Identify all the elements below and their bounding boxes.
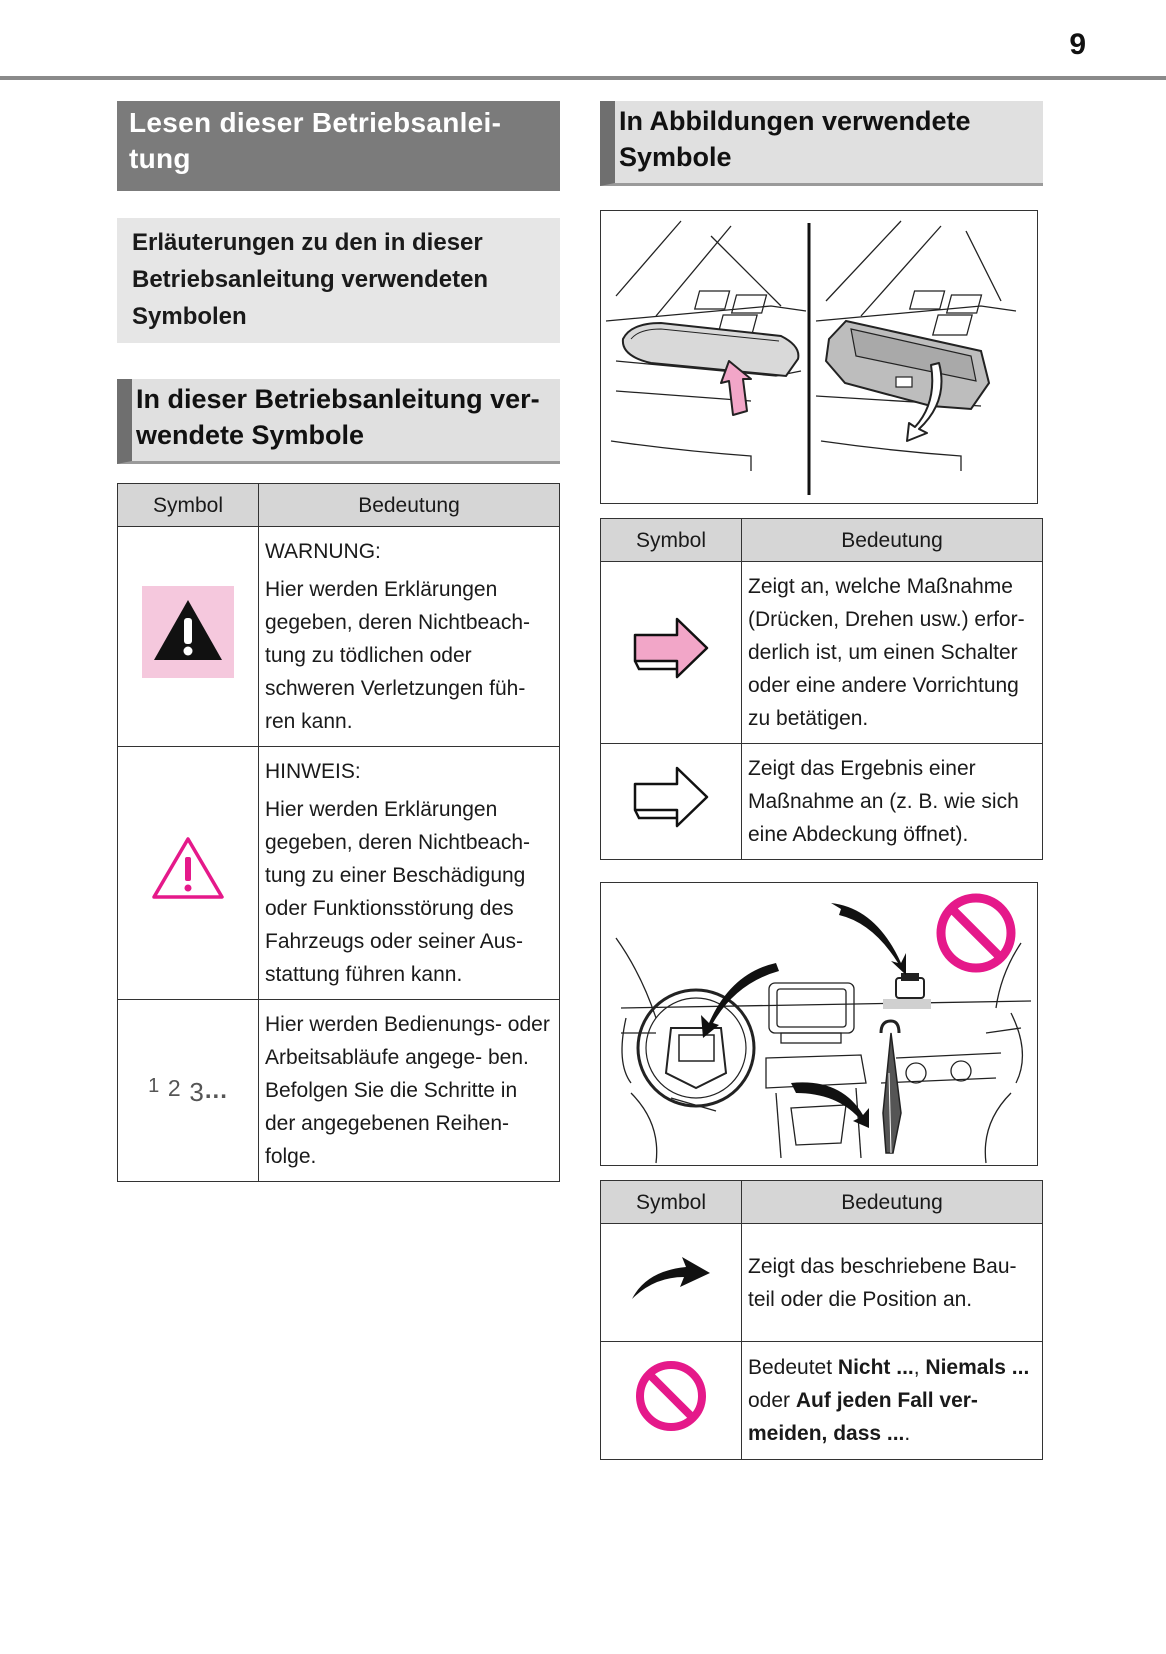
table-row	[601, 562, 1043, 744]
meaning-cell	[742, 1342, 1043, 1460]
symbol-cell	[118, 1000, 259, 1182]
curved-pointer-arrow-icon	[628, 1253, 714, 1303]
header-symbol: Symbol	[601, 519, 742, 562]
right-column	[600, 101, 1043, 1460]
step-number: 3	[189, 1076, 205, 1107]
prohibition-text	[748, 1351, 1036, 1450]
table-header-row	[601, 1181, 1043, 1224]
prohibition-sign-icon	[633, 1358, 709, 1434]
meaning-cell	[742, 1224, 1043, 1342]
illustration-symbols-heading: In Abbildungen verwendete Symbole	[600, 101, 1043, 186]
symbol-cell	[601, 1342, 742, 1460]
step-numbers-icon	[118, 1073, 258, 1109]
header-meaning: Bedeutung	[742, 1181, 1043, 1224]
overhead-console-illustration	[600, 210, 1038, 504]
emphasis-avoid: Auf jeden Fall ver- meiden, dass ...	[748, 1389, 978, 1445]
symbol-cell	[601, 1224, 742, 1342]
symbol-cell	[601, 562, 742, 744]
symbol-cell	[118, 527, 259, 747]
text-part: ,	[913, 1356, 926, 1379]
table-row	[601, 1224, 1043, 1342]
table-header-row	[118, 484, 560, 527]
meaning-cell	[742, 744, 1043, 860]
warning-triangle-icon	[142, 586, 234, 678]
table-row	[118, 527, 560, 747]
meaning-cell	[259, 1000, 560, 1182]
text-part: oder	[748, 1389, 796, 1412]
table-row	[601, 744, 1043, 860]
emphasis-never: Niemals ...	[925, 1356, 1030, 1379]
symbols-table	[117, 483, 560, 1182]
step-number: 2	[167, 1074, 182, 1101]
page-number: 9	[1069, 28, 1086, 61]
action-arrow-text: Zeigt an, welche Maßnahme (Drücken, Drehen usw.) erfor- derlich ist, um einen Schalter oder eine andere Vorrichtung zu betätigen.	[748, 575, 1025, 730]
notice-triangle-icon	[148, 833, 228, 903]
step-number: 1	[148, 1074, 161, 1097]
text-part: Bedeutet	[748, 1356, 838, 1379]
dashboard-illustration	[600, 882, 1038, 1166]
result-arrow-text: Zeigt das Ergebnis einer Maßnahme an (z. B. wie sich eine Abdeckung öffnet).	[748, 757, 1019, 846]
left-column	[117, 101, 560, 1182]
symbols-heading: In dieser Betriebsanleitung ver- wendete Symbole	[117, 379, 560, 464]
header-meaning: Bedeutung	[742, 519, 1043, 562]
meaning-cell	[742, 562, 1043, 744]
warning-label: WARNUNG:	[265, 540, 381, 563]
steps-text: Hier werden Bedienungs- oder Arbeitsabläufe angege- ben. Befolgen Sie die Schritte in der angegebenen Reihen- folge.	[265, 1013, 550, 1168]
symbol-cell	[601, 744, 742, 860]
step-ellipsis: ...	[204, 1076, 228, 1104]
header-symbol: Symbol	[601, 1181, 742, 1224]
notice-text: Hier werden Erklärungen gegeben, deren Nichtbeach- tung zu einer Beschädigung oder Funktionsstörung des Fahrzeugs oder seiner Aus- stattung führen kann.	[265, 798, 531, 986]
warning-text: Hier werden Erklärungen gegeben, deren Nichtbeach- tung zu tödlichen oder schweren Verletzungen füh- ren kann.	[265, 578, 531, 733]
dashboard-drawing	[601, 883, 1037, 1165]
outline-result-arrow-icon	[631, 764, 711, 830]
header-symbol: Symbol	[118, 484, 259, 527]
overhead-console-drawing	[601, 211, 1037, 503]
table-header-row	[601, 519, 1043, 562]
symbol-cell	[118, 747, 259, 1000]
illustration-symbols-table	[600, 518, 1043, 860]
table-row	[601, 1342, 1043, 1460]
header-meaning: Bedeutung	[259, 484, 560, 527]
table-row	[118, 747, 560, 1000]
section-title: Lesen dieser Betriebsanlei- tung	[117, 101, 560, 191]
table-row	[118, 1000, 560, 1182]
header-rule	[0, 76, 1166, 80]
emphasis-not: Nicht ...	[837, 1356, 914, 1379]
pointer-symbols-table	[600, 1180, 1043, 1460]
pointer-arrow-text: Zeigt das beschriebene Bau- teil oder die Position an.	[748, 1254, 1017, 1311]
meaning-cell	[259, 527, 560, 747]
text-part: .	[904, 1422, 911, 1445]
notice-label: HINWEIS:	[265, 760, 361, 783]
pink-action-arrow-icon	[631, 615, 711, 681]
meaning-cell	[259, 747, 560, 1000]
subsection-title: Erläuterungen zu den in dieser Betriebsanleitung verwendeten Symbolen	[117, 218, 560, 343]
